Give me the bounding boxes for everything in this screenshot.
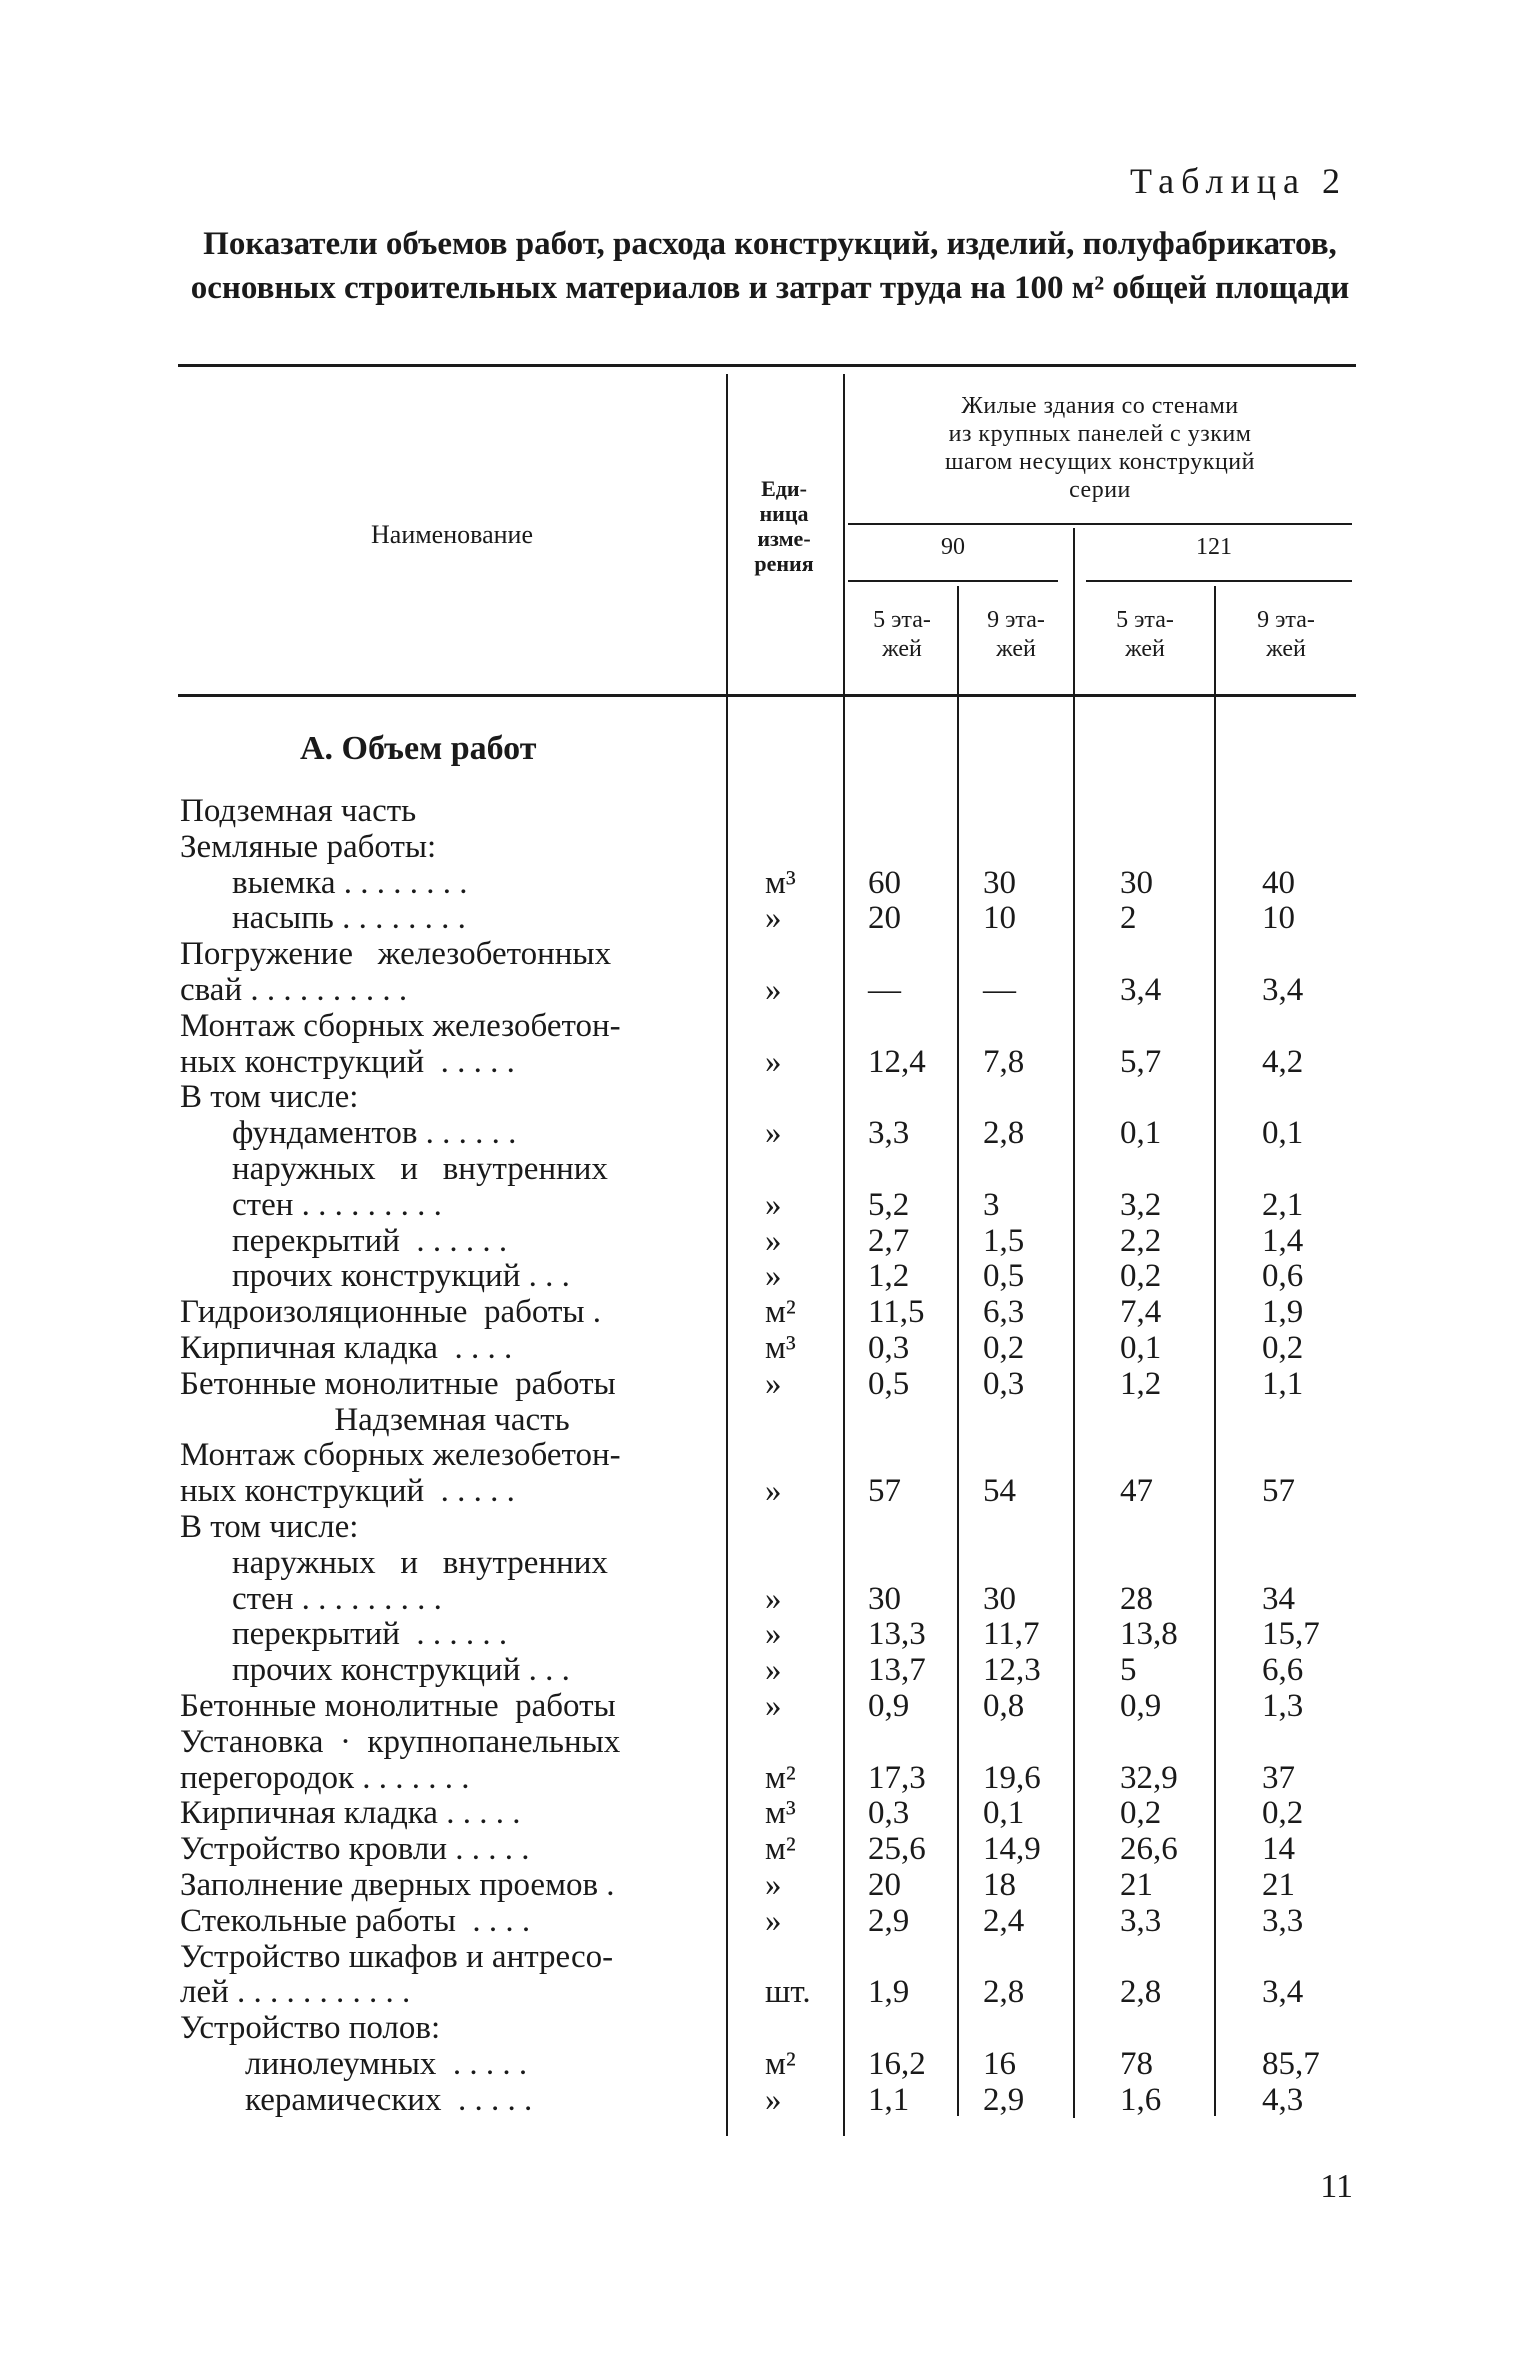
row-unit: » (765, 1902, 782, 1939)
row-value: 32,9 (1120, 1759, 1178, 1796)
table-row (0, 1187, 1535, 1223)
row-value: 34 (1262, 1580, 1295, 1617)
table-row (0, 1079, 1535, 1115)
table-row (0, 1115, 1535, 1151)
row-value: 1,2 (1120, 1365, 1162, 1402)
row-unit: м² (765, 1294, 796, 1331)
top-rule (178, 364, 1356, 367)
row-name: Кирпичная кладка . . . . (180, 1330, 513, 1366)
row-value: 10 (983, 900, 1016, 937)
row-name: наружных и внутренних (232, 1151, 608, 1187)
row-name: Кирпичная кладка . . . . . (180, 1795, 521, 1832)
row-value: 54 (983, 1473, 1016, 1510)
series-underline-121 (1086, 580, 1352, 582)
row-name: В том числе: (180, 1079, 359, 1116)
row-value: 7,8 (983, 1043, 1025, 1080)
header-floors-121-5: 5 эта- жей (1116, 607, 1174, 662)
table-row (0, 1437, 1535, 1473)
row-value: 7,4 (1120, 1294, 1162, 1331)
row-name: ных конструкций . . . . . (180, 1043, 515, 1080)
page-number: 11 (1320, 2168, 1353, 2205)
row-value: 6,6 (1262, 1652, 1304, 1689)
row-unit: » (765, 2081, 782, 2118)
row-name: прочих конструкций . . . (232, 1652, 570, 1689)
row-name: насыпь . . . . . . . . (232, 900, 466, 937)
table-row (0, 865, 1535, 901)
row-value: 0,2 (983, 1330, 1025, 1366)
table-row (0, 1330, 1535, 1366)
row-unit: » (765, 900, 782, 937)
row-name: стен . . . . . . . . . (232, 1186, 442, 1223)
row-value: — (983, 972, 1016, 1008)
row-value: 12,4 (868, 1043, 926, 1080)
row-value: 57 (1262, 1473, 1295, 1510)
row-unit: м³ (765, 1795, 796, 1832)
header-series-121: 121 (1196, 534, 1232, 560)
header-bottom-rule (178, 694, 1356, 697)
row-value: 12,3 (983, 1652, 1041, 1689)
row-value: 3,3 (1120, 1902, 1162, 1939)
row-name: перекрытий . . . . . . (232, 1616, 508, 1653)
table-row (0, 1867, 1535, 1903)
table-row (0, 1366, 1535, 1402)
table-row (0, 793, 1535, 829)
table-row (0, 1760, 1535, 1796)
row-name: наружных и внутренних (232, 1544, 608, 1581)
table-row (0, 900, 1535, 936)
row-value: 13,8 (1120, 1616, 1178, 1653)
row-name: Заполнение дверных проемов . (180, 1867, 615, 1903)
row-value: 0,1 (983, 1795, 1025, 1832)
row-value: 2,9 (868, 1902, 910, 1939)
row-value: 6,3 (983, 1294, 1025, 1331)
row-unit: м² (765, 1831, 796, 1868)
row-name: ных конструкций . . . . . (180, 1473, 515, 1510)
row-value: 26,6 (1120, 1831, 1178, 1868)
row-value: 0,8 (983, 1688, 1025, 1724)
row-unit: м³ (765, 1330, 796, 1366)
row-value: 0,5 (868, 1365, 910, 1402)
row-value: 0,2 (1120, 1258, 1162, 1295)
row-value: 30 (983, 1580, 1016, 1617)
row-value: 1,1 (868, 2081, 910, 2118)
row-value: 28 (1120, 1580, 1153, 1617)
row-value: 1,6 (1120, 2081, 1162, 2118)
row-value: 3,4 (1262, 972, 1304, 1008)
table-row (0, 1509, 1535, 1545)
table-row (0, 1473, 1535, 1509)
header-series-90: 90 (941, 534, 965, 560)
row-value: 1,9 (1262, 1294, 1304, 1331)
row-value: 2,2 (1120, 1222, 1162, 1259)
row-value: 0,3 (868, 1330, 910, 1366)
row-name: перекрытий . . . . . . (232, 1222, 508, 1259)
row-value: 17,3 (868, 1759, 926, 1796)
series-underline-90 (848, 580, 1058, 582)
row-value: 85,7 (1262, 2046, 1320, 2082)
header-group: Жилые здания со стенами из крупных панелей с узким шагом несущих конструкций серии (945, 393, 1255, 503)
table-row (0, 1402, 1535, 1438)
row-unit: » (765, 1580, 782, 1617)
row-value: 5 (1120, 1652, 1137, 1689)
section-title: А. Объем работ (300, 730, 537, 767)
table-row (0, 1545, 1535, 1581)
row-value: 13,3 (868, 1616, 926, 1653)
table-row (0, 1652, 1535, 1688)
row-name: перегородок . . . . . . . (180, 1759, 470, 1796)
row-value: 3,3 (1262, 1902, 1304, 1939)
header-floors-90-9: 9 эта- жей (987, 607, 1045, 662)
row-name: Подземная часть (180, 793, 417, 829)
row-value: 57 (868, 1473, 901, 1510)
row-value: 11,5 (868, 1294, 925, 1331)
header-floors-90-5: 5 эта- жей (873, 607, 931, 662)
row-value: 25,6 (868, 1831, 926, 1868)
row-value: 1,3 (1262, 1688, 1304, 1724)
row-name: лей . . . . . . . . . . . (180, 1974, 411, 2011)
row-value: 14,9 (983, 1831, 1041, 1868)
row-value: 2,8 (983, 1115, 1025, 1152)
row-unit: м³ (765, 864, 796, 901)
table-title: Показатели объемов работ, расхода конструкций, изделий, полуфабрикатов, основных строительных материалов и затрат труда на 100 м² общей площади (190, 226, 1350, 306)
row-name: Монтаж сборных железобетон- (180, 1437, 621, 1474)
row-value: 3,2 (1120, 1186, 1162, 1223)
row-name: Установка · крупнопанельных (180, 1723, 621, 1760)
row-value: 30 (1120, 864, 1153, 901)
row-unit: » (765, 1258, 782, 1295)
row-value: 3,3 (868, 1115, 910, 1152)
row-value: 19,6 (983, 1759, 1041, 1796)
row-name: Устройство кровли . . . . . (180, 1831, 530, 1868)
row-value: 5,2 (868, 1186, 910, 1223)
row-value: 37 (1262, 1759, 1295, 1796)
row-name: прочих конструкций . . . (232, 1258, 570, 1295)
row-name: Надземная часть (334, 1401, 570, 1438)
row-name: Земляные работы: (180, 828, 437, 865)
table-number: Таблица 2 (1130, 161, 1347, 201)
row-value: 2 (1120, 900, 1137, 937)
row-value: 2,8 (1120, 1974, 1162, 2011)
row-value: 1,4 (1262, 1222, 1304, 1259)
row-unit: м² (765, 2046, 796, 2082)
table-row (0, 936, 1535, 972)
row-name: Бетонные монолитные работы (180, 1688, 616, 1724)
row-unit: » (765, 1616, 782, 1653)
row-value: 0,1 (1120, 1330, 1162, 1366)
row-value: 21 (1262, 1867, 1295, 1903)
table-row (0, 1151, 1535, 1187)
row-unit: м² (765, 1759, 796, 1796)
row-value: 13,7 (868, 1652, 926, 1689)
row-value: 0,3 (868, 1795, 910, 1832)
table-row (0, 1724, 1535, 1760)
row-unit: » (765, 972, 782, 1008)
table-row (0, 1903, 1535, 1939)
row-value: 2,7 (868, 1222, 910, 1259)
row-name: В том числе: (180, 1509, 359, 1545)
row-value: 15,7 (1262, 1616, 1320, 1653)
row-value: 78 (1120, 2046, 1153, 2082)
row-unit: » (765, 1115, 782, 1152)
row-value: 0,5 (983, 1258, 1025, 1295)
row-value: 0,6 (1262, 1258, 1304, 1295)
table-row (0, 1974, 1535, 2010)
row-value: 40 (1262, 864, 1295, 901)
table-row (0, 2010, 1535, 2046)
table-row (0, 1616, 1535, 1652)
row-name: Устройство полов: (180, 2010, 441, 2047)
row-name: керамических . . . . . (245, 2081, 533, 2118)
row-value: 4,3 (1262, 2081, 1304, 2118)
row-value: 16,2 (868, 2046, 926, 2082)
header-floors-121-9: 9 эта- жей (1257, 607, 1315, 662)
row-value: 1,1 (1262, 1365, 1304, 1402)
row-unit: » (765, 1652, 782, 1689)
row-value: 2,8 (983, 1974, 1025, 2011)
table-row (0, 1044, 1535, 1080)
row-value: 47 (1120, 1473, 1153, 1510)
table-row (0, 829, 1535, 865)
row-value: 11,7 (983, 1616, 1040, 1653)
row-value: 2,1 (1262, 1186, 1304, 1223)
row-value: 18 (983, 1867, 1016, 1903)
row-value: 0,2 (1120, 1795, 1162, 1832)
row-value: 1,2 (868, 1258, 910, 1295)
row-value: 2,9 (983, 2081, 1025, 2118)
table-row (0, 1688, 1535, 1724)
row-value: 1,9 (868, 1974, 910, 2011)
row-name: Устройство шкафов и антресо- (180, 1938, 614, 1975)
group-underline (848, 523, 1352, 525)
row-value: 14 (1262, 1831, 1295, 1868)
row-value: 0,9 (1120, 1688, 1162, 1724)
row-name: выемка . . . . . . . . (232, 864, 468, 901)
row-name: фундаментов . . . . . . (232, 1115, 517, 1152)
header-name: Наименование (371, 520, 533, 549)
table-row (0, 2082, 1535, 2118)
row-value: 20 (868, 1867, 901, 1903)
row-value: 0,1 (1120, 1115, 1162, 1152)
row-value: 20 (868, 900, 901, 937)
row-unit: » (765, 1473, 782, 1510)
header-unit: Еди- ница изме- рения (754, 476, 814, 576)
table-row (0, 1581, 1535, 1617)
row-value: 0,2 (1262, 1795, 1304, 1832)
row-name: Гидроизоляционные работы . (180, 1294, 602, 1331)
table-row (0, 1294, 1535, 1330)
table-row (0, 1223, 1535, 1259)
row-value: 21 (1120, 1867, 1153, 1903)
row-unit: » (765, 1186, 782, 1223)
table-row (0, 1258, 1535, 1294)
row-value: 4,2 (1262, 1043, 1304, 1080)
row-unit: шт. (765, 1974, 811, 2011)
row-value: 10 (1262, 900, 1295, 937)
row-name: Погружение железобетонных (180, 936, 612, 973)
row-name: линолеумных . . . . . (245, 2046, 528, 2082)
row-name: Монтаж сборных железобетон- (180, 1007, 621, 1044)
row-value: 0,2 (1262, 1330, 1304, 1366)
row-unit: » (765, 1043, 782, 1080)
row-value: 3 (983, 1186, 1000, 1223)
table-row (0, 1939, 1535, 1975)
row-value: 5,7 (1120, 1043, 1162, 1080)
table-row (0, 2046, 1535, 2082)
row-value: 0,1 (1262, 1115, 1304, 1152)
row-value: 3,4 (1120, 972, 1162, 1008)
table-row (0, 1831, 1535, 1867)
row-value: — (868, 972, 901, 1008)
row-unit: » (765, 1688, 782, 1724)
row-value: 0,3 (983, 1365, 1025, 1402)
row-value: 30 (868, 1580, 901, 1617)
row-name: свай . . . . . . . . . . (180, 972, 408, 1008)
row-value: 2,4 (983, 1902, 1025, 1939)
row-value: 3,4 (1262, 1974, 1304, 2011)
row-value: 60 (868, 864, 901, 901)
row-value: 30 (983, 864, 1016, 901)
row-unit: » (765, 1867, 782, 1903)
table-row (0, 1008, 1535, 1044)
row-unit: » (765, 1365, 782, 1402)
row-name: Бетонные монолитные работы (180, 1365, 616, 1402)
row-unit: » (765, 1222, 782, 1259)
row-name: Стекольные работы . . . . (180, 1902, 531, 1939)
table-row (0, 972, 1535, 1008)
row-value: 1,5 (983, 1222, 1025, 1259)
row-name: стен . . . . . . . . . (232, 1580, 442, 1617)
row-value: 0,9 (868, 1688, 910, 1724)
row-value: 16 (983, 2046, 1016, 2082)
table-row (0, 1795, 1535, 1831)
